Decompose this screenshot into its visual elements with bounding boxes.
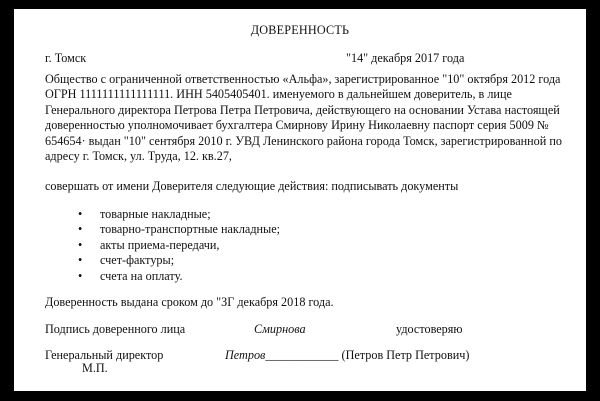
director-label: Генеральный директор: [45, 348, 164, 362]
bullet-icon: •: [78, 237, 83, 252]
bullet-icon: •: [78, 268, 83, 283]
body-paragraph: [45, 72, 578, 164]
list-item-label: акты приема-передачи,: [100, 237, 220, 252]
document-city: г. Томск: [45, 51, 87, 65]
signature-line: ____________: [265, 348, 339, 362]
director-signature: Петров: [225, 348, 266, 362]
bullet-icon: •: [78, 207, 83, 221]
actions-intro: совершать от имени Доверителя следующие действия: подписывать документы: [45, 179, 459, 193]
body-line: доверенностью уполномочивает бухгалтера Смирнову Ирину Николаевну паспорт серия 5009 №: [45, 118, 549, 133]
stamp-place: М.П.: [82, 361, 108, 375]
list-item-label: товарные накладные;: [100, 207, 211, 221]
document-frame: [14, 9, 586, 391]
body-line: ОГРН 1111111111111111. ИНН 5405405401. именуемого в дальнейшем доверитель, в лице: [45, 87, 512, 102]
director-signature-block: [225, 348, 469, 363]
bullet-icon: •: [78, 253, 83, 268]
body-line: адресу г. Томск, ул. Труда, 12. кв.27,: [45, 149, 232, 164]
actions-list: [78, 207, 280, 284]
body-line: 654654· выдан "10" сентября 2010 г. УВД Ленинского района города Томск, зарегистрированной по: [45, 133, 562, 148]
list-item: [78, 207, 280, 222]
list-item: [78, 269, 280, 284]
list-item: [78, 238, 280, 253]
validity-term: Доверенность выдана сроком до "ЗГ декабря 2018 года.: [45, 295, 334, 309]
body-line: Общество с ограниченной ответственностью «Альфа», зарегистрированное "10" октября 2012 года: [45, 72, 561, 86]
list-item-label: счета на оплату.: [100, 268, 183, 283]
power-of-attorney-document: [14, 9, 586, 391]
list-item: [78, 253, 280, 268]
certify-label: удостоверяю: [396, 322, 463, 336]
signature-label: Подпись доверенного лица: [45, 322, 186, 336]
document-title: ДОВЕРЕННОСТЬ: [250, 23, 350, 37]
director-full-name: (Петров Петр Петрович): [338, 348, 470, 362]
document-date: "14" декабря 2017 года: [346, 51, 465, 65]
list-item-label: счет-фактуры;: [100, 253, 175, 268]
body-line: Генерального директора Петрова Петра Петровича, действующего на основании Устава настоящей: [45, 102, 560, 117]
list-item-label: товарно-транспортные накладные;: [100, 222, 281, 237]
trustee-signature: Смирнова: [254, 322, 306, 336]
bullet-icon: •: [78, 222, 83, 237]
list-item: [78, 222, 280, 237]
